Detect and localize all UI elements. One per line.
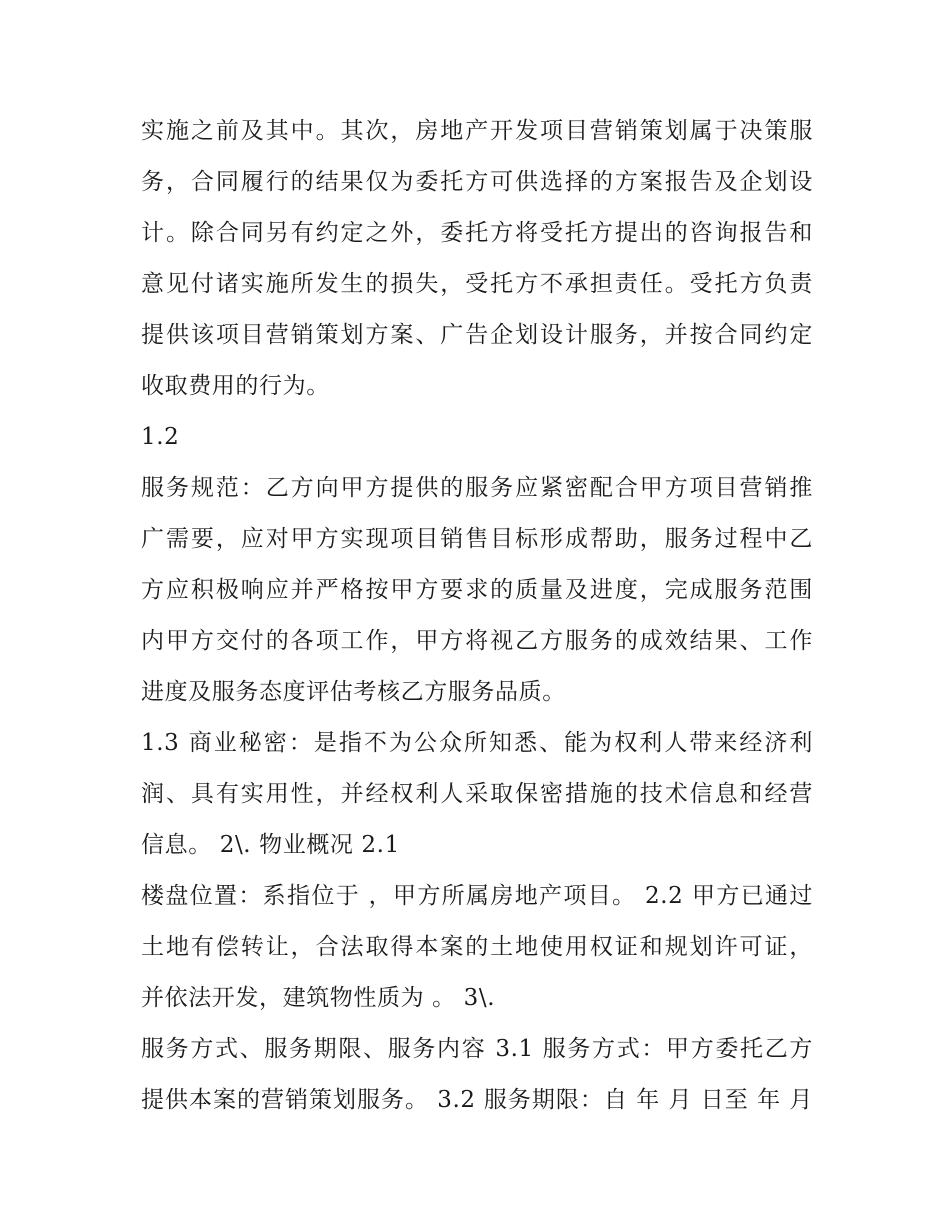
text-line: 内甲方交付的各项工作，甲方将视乙方服务的成效结果、工作 (141, 628, 813, 654)
text-line: 并依法开发，建筑物性质为 。 3\. (141, 985, 496, 1011)
text-line: 润、具有实用性，并经权利人采取保密措施的技术信息和经营 (141, 781, 813, 807)
text-line: 1.3 商业秘密：是指不为公众所知悉、能为权利人带来经济利 (141, 730, 813, 756)
text-line: 方应积极响应并严格按甲方要求的质量及进度，完成服务范围 (141, 577, 813, 603)
text-line: 服务方式、服务期限、服务内容 3.1 服务方式：甲方委托乙方 (141, 1036, 813, 1062)
text-line: 土地有偿转让，合法取得本案的土地使用权证和规划许可证， (141, 934, 813, 960)
text-line: 提供该项目营销策划方案、广告企划设计服务，并按合同约定 (141, 322, 813, 348)
text-line: 进度及服务态度评估考核乙方服务品质。 (141, 679, 566, 705)
text-line: 提供本案的营销策划服务。 3.2 服务期限：自 年 月 日至 年 月 (141, 1087, 813, 1113)
document-body (141, 106, 813, 1126)
section-number: 1.2 (141, 424, 180, 450)
text-line: 信息。 2\. 物业概况 2.1 (141, 832, 400, 858)
text-line: 收取费用的行为。 (141, 373, 330, 399)
text-line: 计。除合同另有约定之外，委托方将受托方提出的咨询报告和 (141, 220, 813, 246)
text-line: 实施之前及其中。其次，房地产开发项目营销策划属于决策服 (141, 118, 813, 144)
text-line: 广需要，应对甲方实现项目销售目标形成帮助，服务过程中乙 (141, 526, 813, 552)
text-line: 意见付诸实施所发生的损失，受托方不承担责任。受托方负责 (141, 271, 813, 297)
text-line: 楼盘位置：系指位于 ，甲方所属房地产项目。 2.2 甲方已通过 (141, 883, 813, 909)
text-line: 服务规范：乙方向甲方提供的服务应紧密配合甲方项目营销推 (141, 475, 813, 501)
text-line: 务，合同履行的结果仅为委托方可供选择的方案报告及企划设 (141, 169, 813, 195)
